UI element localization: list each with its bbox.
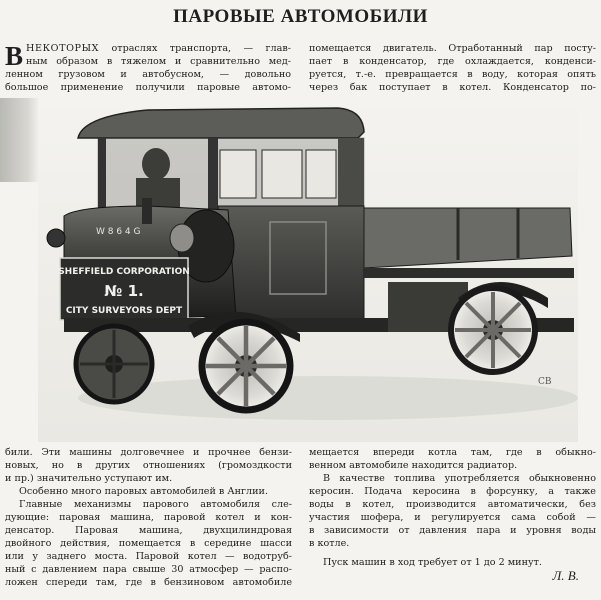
text-line: помещается двигатель. Отработанный пар посту- bbox=[309, 43, 596, 54]
intro-line: ленном грузовом и автобусном, — довольно bbox=[5, 69, 291, 80]
text-line: Пуск машин в ход требует от 1 до 2 минут. bbox=[323, 557, 542, 568]
text-line: Особенно много паровых автомобилей в Англии. bbox=[19, 486, 268, 497]
text-line: в котле. bbox=[309, 538, 350, 549]
registration-plate: W 8 6 4 G bbox=[96, 227, 141, 237]
sign-line-1: SHEFFIELD CORPORATION bbox=[58, 267, 190, 277]
front-right-wheel bbox=[202, 322, 290, 410]
sign-line-2: № 1. bbox=[104, 282, 144, 300]
text-line: двойного действия, помещается в середине шасси bbox=[5, 538, 292, 549]
text-line: керосин. Подача керосина в форсунку, а также bbox=[309, 486, 596, 497]
steam-lorry-illustration bbox=[38, 98, 578, 442]
intro-line bbox=[5, 42, 291, 55]
text-line: пает в конденсатор, где охлаждается, конденси- bbox=[309, 56, 596, 67]
intro-caps-word: НЕКОТОРЫХ bbox=[26, 43, 100, 54]
text-line: воды в котел, производится автоматически, без bbox=[309, 499, 596, 510]
intro-line-text: отраслях транспорта, — глав- bbox=[111, 43, 291, 54]
page-title: ПАРОВЫЕ АВТОМОБИЛИ bbox=[173, 6, 428, 27]
intro-line: большое применение получили паровые автомо- bbox=[5, 82, 291, 93]
text-line: ложен спереди там, где в бензиновом автомобиле bbox=[5, 577, 292, 588]
text-line: Главные механизмы парового автомобиля сле- bbox=[19, 499, 292, 510]
text-line: мещается впереди котла там, где в обыкно- bbox=[309, 447, 596, 458]
text-line: денсатор. Паровая машина, двухцилиндровая bbox=[5, 525, 292, 536]
text-line: в зависимости от давления пара и уровня воды bbox=[309, 525, 596, 536]
text-line: или у заднего моста. Паровой котел — водотруб- bbox=[5, 551, 292, 562]
photo-edge-shadow bbox=[0, 98, 40, 182]
photo-monogram: СВ bbox=[538, 377, 552, 387]
text-line: руется, т.-е. превращается в воду, которая опять bbox=[309, 69, 596, 80]
text-line: новых, но в других отношениях (громоздкости bbox=[5, 460, 292, 471]
text-line: участия шофера, и регулируется сама собой — bbox=[309, 512, 596, 523]
text-line: через бак поступает в котел. Конденсатор по- bbox=[309, 82, 596, 93]
bottom-left-column bbox=[5, 446, 292, 589]
front-left-wheel bbox=[76, 326, 152, 402]
steam-lorry-photo bbox=[38, 98, 578, 442]
intro-column bbox=[5, 42, 291, 94]
intro-line: ным образом в тяжелом и сравнительно мед- bbox=[26, 56, 291, 67]
text-line: ный с давлением пара свыше 30 атмосфер — распо- bbox=[5, 564, 292, 575]
text-line: и пр.) значительно уступают им. bbox=[5, 473, 173, 484]
text-line: дующие: паровая машина, паровой котел и кон- bbox=[5, 512, 292, 523]
bottom-right-column bbox=[309, 446, 596, 569]
text-line: били. Эти машины долговечнее и прочнее бензи- bbox=[5, 447, 292, 458]
rear-wheel bbox=[451, 288, 535, 372]
drop-cap: В bbox=[5, 41, 24, 71]
top-right-column bbox=[309, 42, 596, 94]
text-line: В качестве топлива употребляется обыкновенно bbox=[323, 473, 596, 484]
sign-line-3: CITY SURVEYORS DEPT bbox=[65, 306, 183, 316]
author-signature: Л. В. bbox=[552, 568, 579, 583]
text-line: венном автомобиле находится радиатор. bbox=[309, 460, 518, 471]
